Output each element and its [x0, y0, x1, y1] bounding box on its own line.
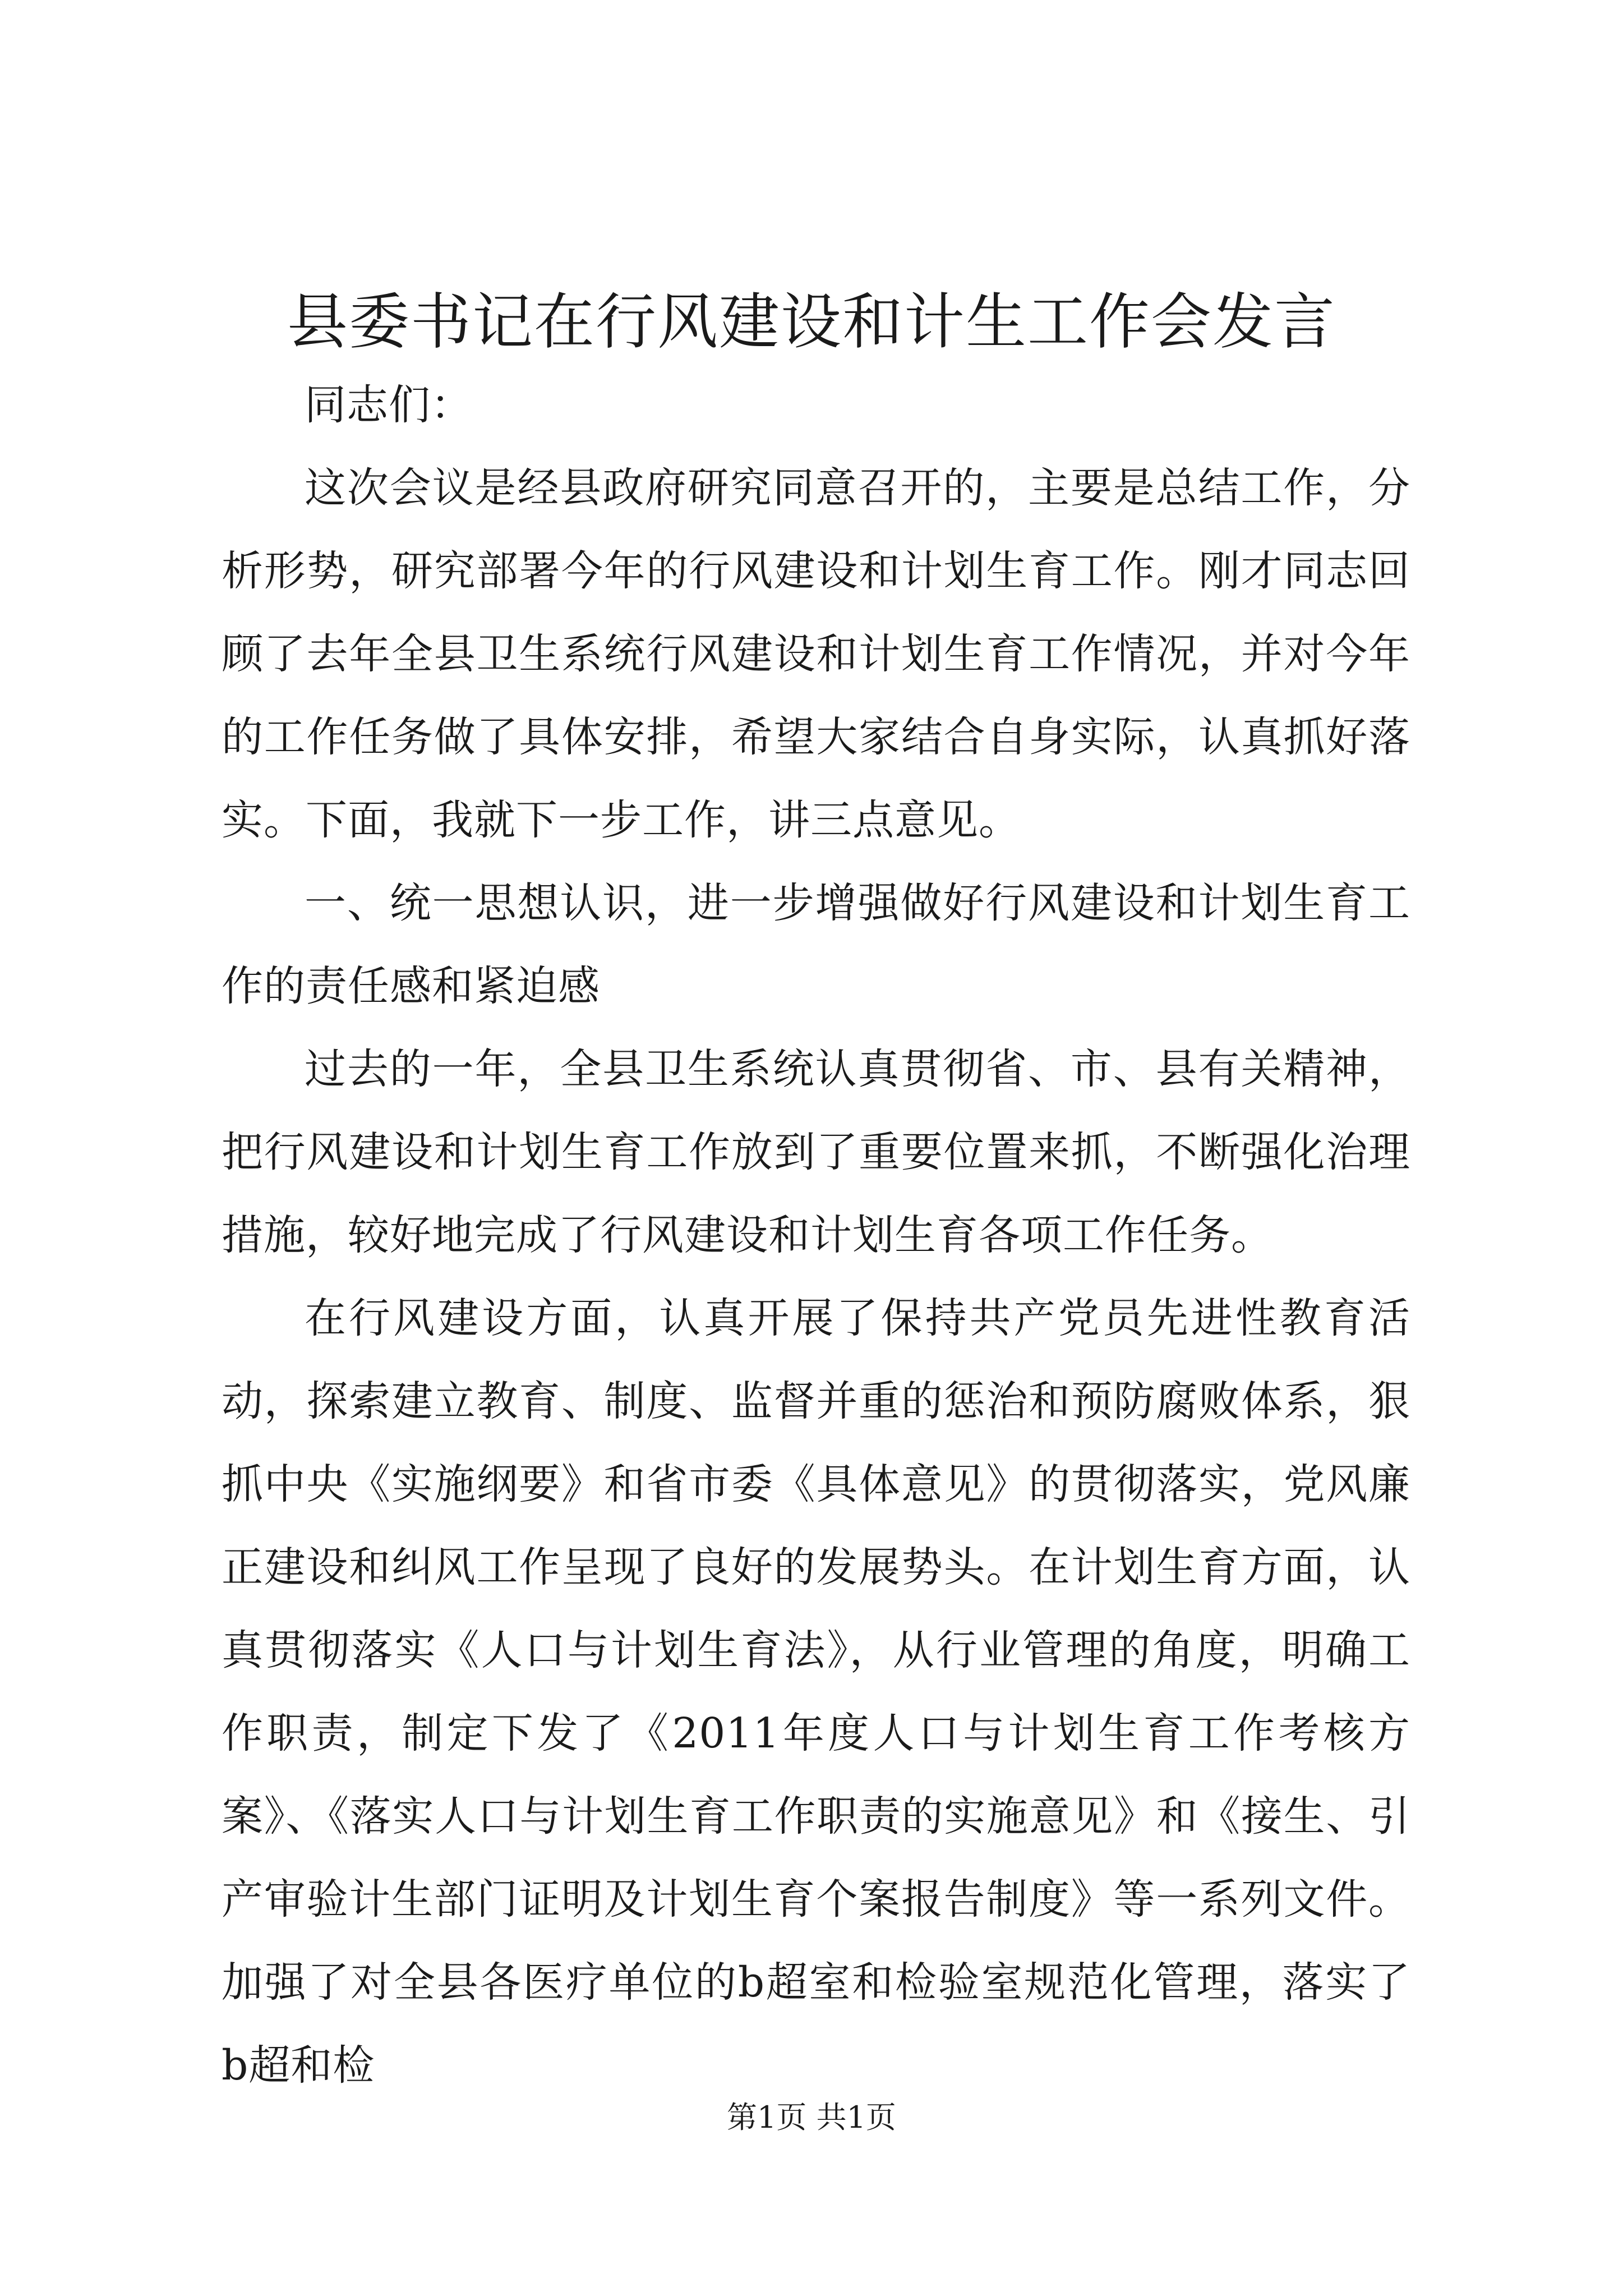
document-body [222, 364, 1410, 2107]
document-title: 县委书记在行风建设和计生工作会发言 [287, 287, 1336, 357]
paragraph: 在行风建设方面，认真开展了保持共产党员先进性教育活动，探索建立教育、制度、监督并重的惩治和预防腐败体系，狠抓中央《实施纲要》和省市委《具体意见》的贯彻落实，党风廉正建设和纠风工作呈现了良好的发展势头。在计划生育方面，认真贯彻落实《人口与计划生育法》，从行业管理的角度，明确工作职责，制定下发了《2011年度人口与计划生育工作考核方案》、《落实人口与计划生育工作职责的实施意见》和《接生、引产审验计生部门证明及计划生育个案报告制度》等一系列文件。加强了对全县各医疗单位的b超室和检验室规范化管理，落实了b超和检 [222, 1294, 1410, 2090]
paragraph: 这次会议是经县政府研究同意召开的，主要是总结工作，分析形势，研究部署今年的行风建设和计划生育工作。刚才同志回顾了去年全县卫生系统行风建设和计划生育工作情况，并对今年的工作任务做了具体安排，希望大家结合自身实际，认真抓好落实。下面，我就下一步工作，讲三点意见。 [222, 464, 1410, 844]
section-heading: 一、统一思想认识，进一步增强做好行风建设和计划生育工作的责任感和紧迫感 [222, 879, 1410, 1010]
page-number-footer: 第1页 共1页 [727, 2100, 896, 2135]
salutation: 同志们： [305, 381, 473, 429]
paragraph: 过去的一年，全县卫生系统认真贯彻省、市、县有关精神，把行风建设和计划生育工作放到了重要位置来抓，不断强化治理措施，较好地完成了行风建设和计划生育各项工作任务。 [222, 1045, 1410, 1259]
